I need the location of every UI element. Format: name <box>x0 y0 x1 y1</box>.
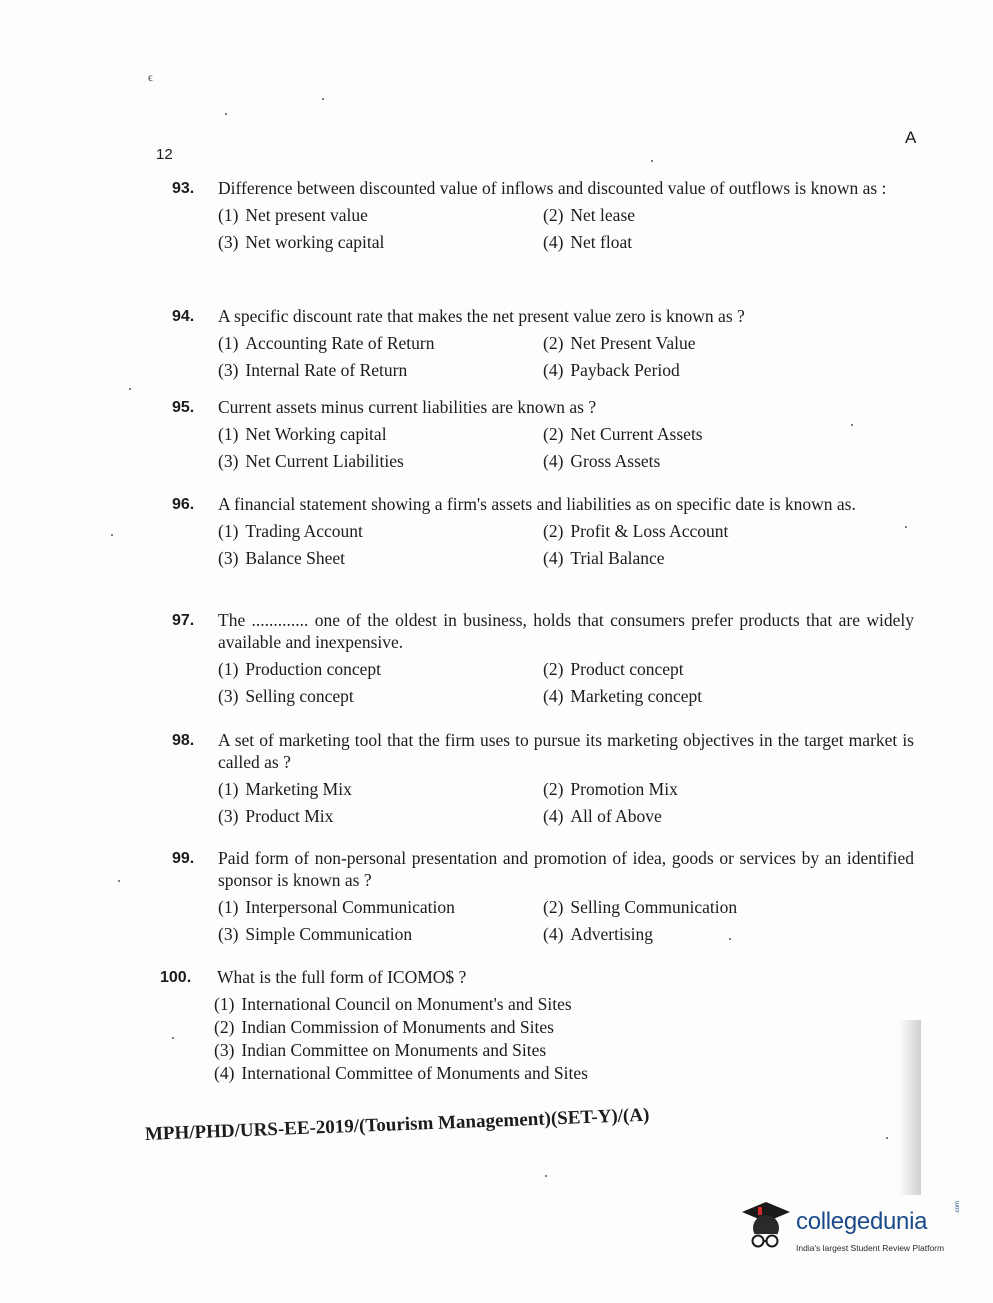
brand-tagline: India's largest Student Review Platform <box>796 1243 945 1253</box>
question-93 <box>172 177 914 253</box>
option <box>543 231 914 253</box>
option-number: (1) <box>218 521 239 541</box>
option-label: Trading Account <box>245 521 363 541</box>
option-number: (4) <box>543 924 564 944</box>
option-label: Promotion Mix <box>570 779 678 799</box>
option-number: (3) <box>218 232 239 252</box>
option <box>543 923 914 945</box>
option-label: Gross Assets <box>570 451 661 471</box>
option-number: (4) <box>543 548 564 568</box>
scan-speck <box>886 1137 888 1139</box>
option <box>218 231 543 253</box>
option-label: Net Present Value <box>570 333 696 353</box>
option-label: Trial Balance <box>570 548 665 568</box>
option <box>218 805 543 827</box>
option-label: Selling concept <box>245 686 354 706</box>
option <box>218 359 543 381</box>
option <box>214 1016 902 1038</box>
option-number: (2) <box>214 1017 235 1037</box>
option-number: (1) <box>218 897 239 917</box>
question-number: 95. <box>172 399 195 416</box>
question-94 <box>172 305 914 381</box>
question-text: The ............. one of the oldest in business, holds that consumers prefer products that are widely available and inexpensive. <box>218 610 914 652</box>
options <box>218 204 914 253</box>
option-number: (1) <box>218 659 239 679</box>
option-number: (2) <box>543 333 564 353</box>
option-number: (4) <box>543 451 564 471</box>
scan-speck <box>651 160 653 162</box>
option-number: (1) <box>218 779 239 799</box>
option-number: (3) <box>218 548 239 568</box>
option <box>218 923 543 945</box>
options <box>218 332 914 381</box>
option-label: All of Above <box>570 806 662 826</box>
question-text: Difference between discounted value of inflows and discounted value of outflows is known as : <box>218 178 887 198</box>
scan-speck <box>129 388 131 390</box>
option-label: International Council on Monument's and Sites <box>241 994 572 1014</box>
option-label: Balance Sheet <box>245 548 346 568</box>
option-number: (4) <box>543 232 564 252</box>
option-number: (4) <box>543 360 564 380</box>
option-number: (1) <box>214 994 235 1014</box>
question-99 <box>172 847 914 945</box>
option <box>218 547 543 569</box>
option-number: (1) <box>218 424 239 444</box>
options <box>218 520 914 569</box>
option <box>543 547 914 569</box>
option <box>218 778 543 800</box>
question-text: What is the full form of ICOMO$ ? <box>217 967 467 987</box>
scan-speck <box>172 1037 174 1039</box>
option-label: Net working capital <box>245 232 385 252</box>
option-label: Product concept <box>570 659 684 679</box>
option-number: (4) <box>543 806 564 826</box>
option-label: International Committee of Monuments and Sites <box>241 1063 588 1083</box>
option <box>543 423 914 445</box>
option-number: (3) <box>218 451 239 471</box>
scan-speck <box>851 424 853 426</box>
corner-mark: ϵ <box>148 70 153 84</box>
graduate-mascot-icon <box>736 1198 794 1256</box>
question-100 <box>160 966 902 1084</box>
question-number: 93. <box>172 180 195 197</box>
option <box>218 658 543 680</box>
option <box>218 685 543 707</box>
option <box>543 359 914 381</box>
scan-speck <box>118 880 120 882</box>
option <box>214 1062 902 1084</box>
question-text: A specific discount rate that makes the net present value zero is known as ? <box>218 306 745 326</box>
scan-speck <box>905 526 907 528</box>
question-number: 97. <box>172 612 195 629</box>
option-label: Net present value <box>245 205 368 225</box>
options <box>218 896 914 945</box>
option <box>543 896 914 918</box>
question-text: Current assets minus current liabilities are known as ? <box>218 397 597 417</box>
option-number: (2) <box>543 659 564 679</box>
question-text: A set of marketing tool that the firm uses to pursue its marketing objectives in the target market is called as ? <box>218 730 914 772</box>
option-label: Net Working capital <box>245 424 387 444</box>
option-label: Selling Communication <box>570 897 738 917</box>
question-text: A financial statement showing a firm's assets and liabilities as on specific date is known as. <box>218 494 856 514</box>
option-label: Net Current Assets <box>570 424 703 444</box>
option-label: Indian Commission of Monuments and Sites <box>241 1017 554 1037</box>
option-number: (4) <box>543 686 564 706</box>
option <box>218 332 543 354</box>
option-label: Payback Period <box>570 360 680 380</box>
option-number: (2) <box>543 779 564 799</box>
question-text: Paid form of non-personal presentation and promotion of idea, goods or services by an identified sponsor is known as ? <box>218 848 914 890</box>
option-label: Indian Committee on Monuments and Sites <box>241 1040 547 1060</box>
option <box>218 450 543 472</box>
scan-speck <box>545 1175 547 1177</box>
option-label: Marketing Mix <box>245 779 352 799</box>
option <box>543 658 914 680</box>
question-95 <box>172 396 914 472</box>
option-number: (3) <box>218 806 239 826</box>
option-number: (2) <box>543 205 564 225</box>
option-number: (4) <box>214 1063 235 1083</box>
option-number: (3) <box>218 924 239 944</box>
question-98 <box>172 729 914 827</box>
question-number: 96. <box>172 496 195 513</box>
option <box>543 778 914 800</box>
option <box>214 993 902 1015</box>
option-label: Advertising <box>570 924 654 944</box>
options <box>218 778 914 827</box>
option-label: Internal Rate of Return <box>245 360 408 380</box>
question-96 <box>172 493 914 569</box>
question-97 <box>172 609 914 707</box>
options <box>214 993 902 1084</box>
option <box>218 423 543 445</box>
option-label: Net float <box>570 232 633 252</box>
option <box>543 450 914 472</box>
option-label: Production concept <box>245 659 381 679</box>
option-label: Profit & Loss Account <box>570 521 729 541</box>
question-number: 94. <box>172 308 195 325</box>
option-label: Marketing concept <box>570 686 703 706</box>
option-number: (2) <box>543 521 564 541</box>
brand-tld: .com <box>955 1200 961 1214</box>
scan-speck <box>729 938 731 940</box>
question-number: 98. <box>172 732 195 749</box>
scan-shadow <box>899 1020 921 1195</box>
option-label: Net Current Liabilities <box>245 451 404 471</box>
collegedunia-logo <box>736 1198 966 1260</box>
set-letter: A <box>905 128 917 147</box>
page-number: 12 <box>156 146 173 163</box>
option-number: (2) <box>543 424 564 444</box>
question-number: 100. <box>160 969 192 986</box>
option <box>218 204 543 226</box>
option <box>214 1039 902 1061</box>
option <box>543 332 914 354</box>
option <box>218 520 543 542</box>
option-label: Product Mix <box>245 806 334 826</box>
option <box>218 896 543 918</box>
scan-speck <box>225 113 227 115</box>
option-label: Interpersonal Communication <box>245 897 455 917</box>
option-number: (2) <box>543 897 564 917</box>
scan-speck <box>111 534 113 536</box>
option-label: Simple Communication <box>245 924 413 944</box>
option-label: Accounting Rate of Return <box>245 333 435 353</box>
option <box>543 204 914 226</box>
scan-speck <box>322 98 324 100</box>
option <box>543 685 914 707</box>
option-label: Net lease <box>570 205 636 225</box>
option <box>543 805 914 827</box>
option-number: (3) <box>218 360 239 380</box>
option-number: (3) <box>218 686 239 706</box>
options <box>218 423 914 472</box>
brand-name: collegedunia <box>796 1208 928 1235</box>
option-number: (1) <box>218 205 239 225</box>
options <box>218 658 914 707</box>
option-number: (1) <box>218 333 239 353</box>
option-number: (3) <box>214 1040 235 1060</box>
option <box>543 520 914 542</box>
paper-code-footer: MPH/PHD/URS-EE-2019/(Tourism Management)(SET-Y)/(A) <box>144 1104 650 1145</box>
question-number: 99. <box>172 850 195 867</box>
